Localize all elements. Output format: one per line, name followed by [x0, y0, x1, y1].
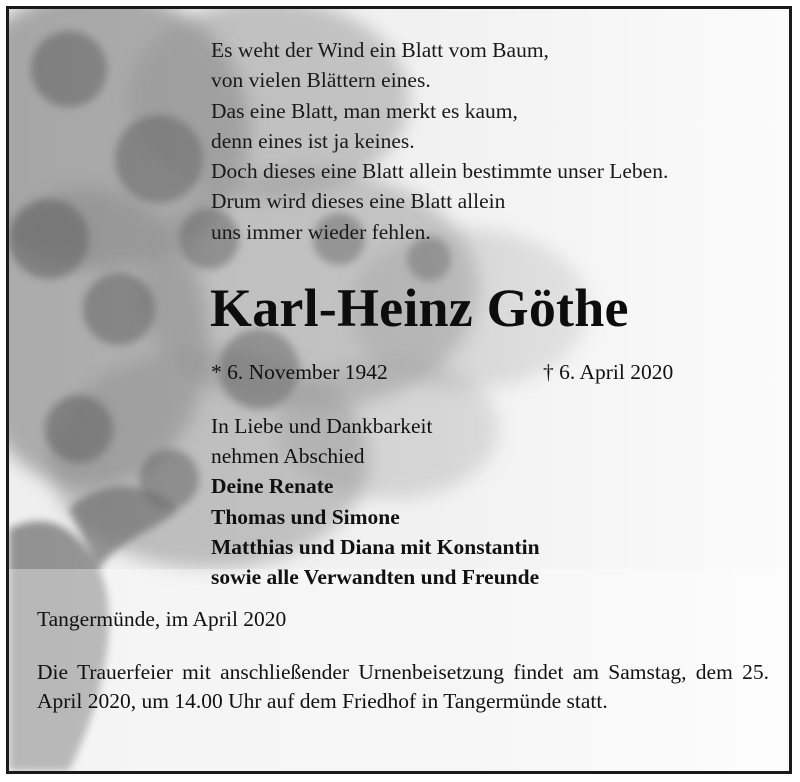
funeral-service-info: Die Trauerfeier mit anschließender Urnenbeisetzung findet am Samstag, dem 25. April 2020, um 14.00 Uhr auf dem Friedhof in Tangermünde statt. — [37, 660, 769, 713]
poem — [211, 35, 668, 247]
notice-content — [9, 9, 789, 771]
birth-date: * 6. November 1942 — [211, 360, 388, 384]
mourner-name: Deine Renate — [211, 474, 334, 499]
mourner-name: Thomas und Simone — [211, 504, 400, 529]
poem-line: Doch dieses eine Blatt allein bestimmte unser Leben. — [211, 159, 669, 184]
obituary-notice — [6, 6, 792, 774]
poem-line: uns immer wieder fehlen. — [211, 219, 431, 244]
poem-line: Es weht der Wind ein Blatt vom Baum, — [211, 38, 549, 62]
mourner-name: Matthias und Diana mit Konstantin — [211, 534, 540, 559]
poem-line: Das eine Blatt, man merkt es kaum, — [211, 98, 518, 123]
poem-line: denn eines ist ja keines. — [211, 128, 415, 153]
mourners-intro-line: In Liebe und Dankbarkeit — [211, 414, 433, 438]
poem-line: von vielen Blättern eines. — [211, 68, 431, 93]
place-date: Tangermünde, im April 2020 — [37, 607, 287, 631]
mourners-list — [211, 411, 540, 592]
mourner-name: sowie alle Verwandten und Freunde — [211, 565, 540, 590]
deceased-name: Karl-Heinz Göthe — [210, 278, 629, 338]
poem-line: Drum wird dieses eine Blatt allein — [211, 189, 506, 214]
mourners-intro-line: nehmen Abschied — [211, 444, 365, 469]
death-date: † 6. April 2020 — [543, 360, 674, 384]
